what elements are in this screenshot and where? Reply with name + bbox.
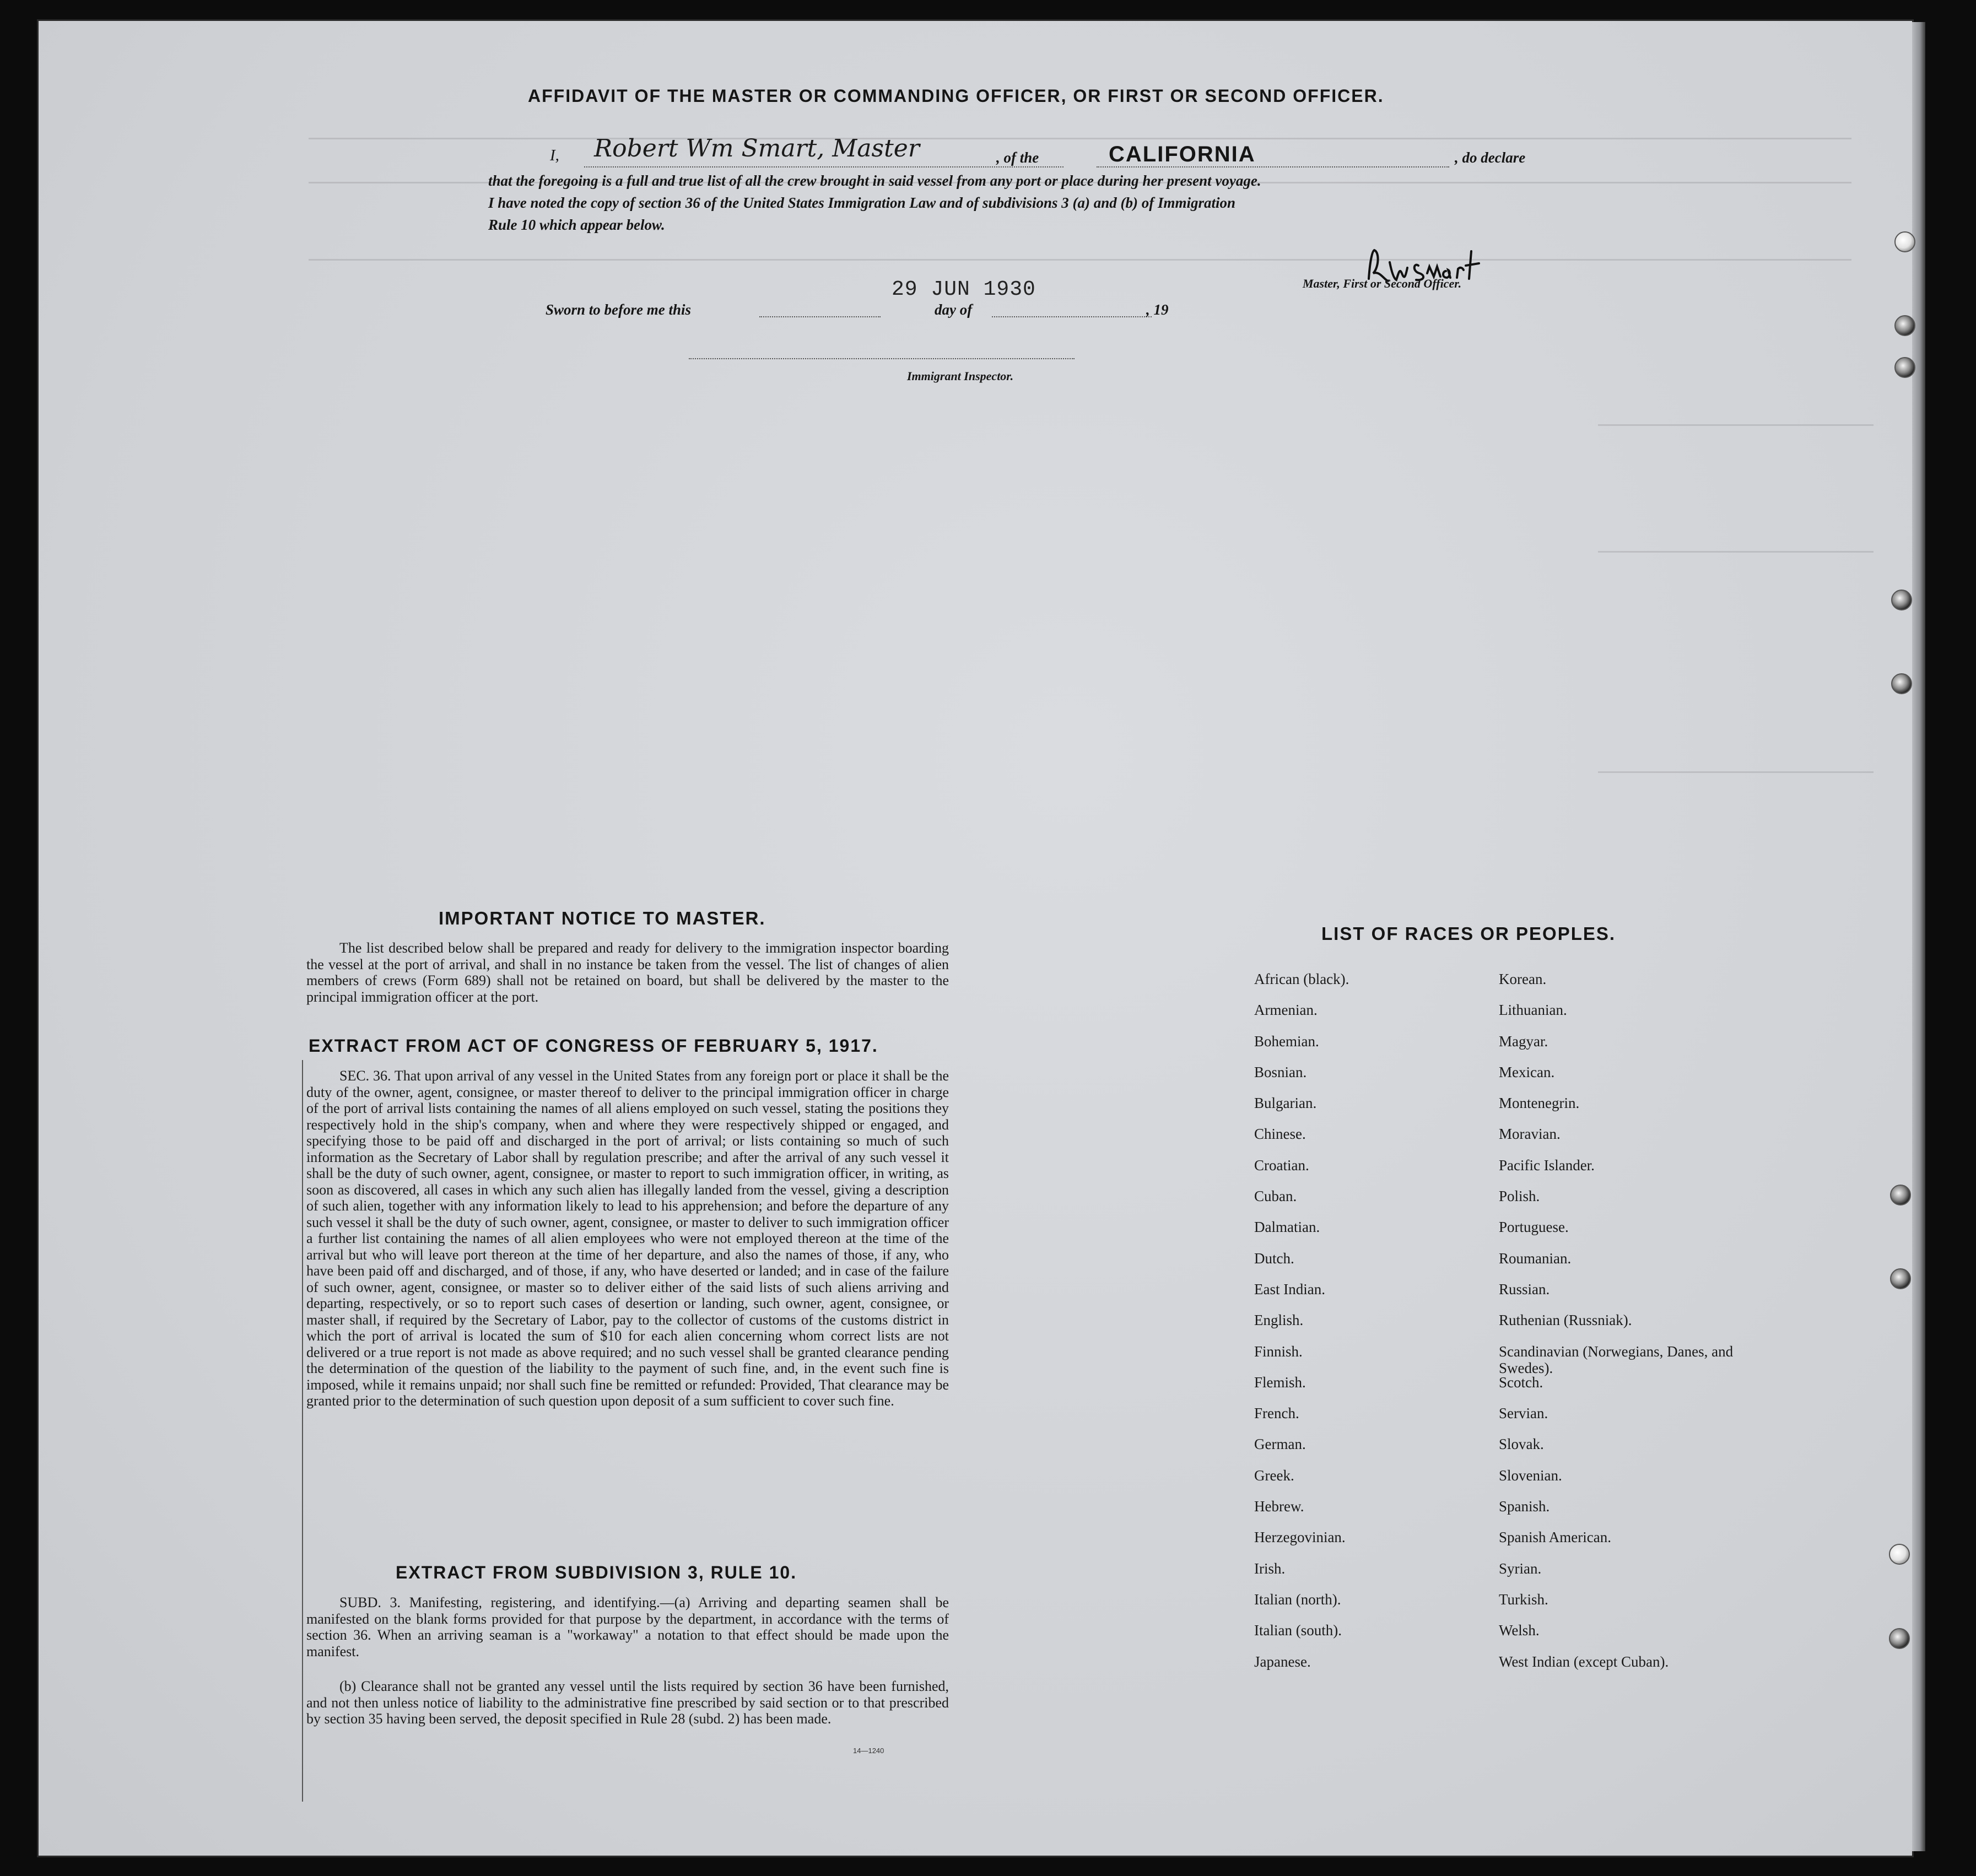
race-item: Bohemian. bbox=[1254, 1032, 1319, 1050]
race-item: Armenian. bbox=[1254, 1002, 1318, 1019]
race-item: Syrian. bbox=[1499, 1560, 1542, 1577]
name-blank-line bbox=[584, 165, 1063, 167]
race-item: Ruthenian (Russniak). bbox=[1499, 1312, 1632, 1329]
signature-caption: Master, First or Second Officer. bbox=[1303, 277, 1462, 290]
race-item: Dalmatian. bbox=[1254, 1219, 1320, 1236]
rule-extract-title: EXTRACT FROM SUBDIVISION 3, RULE 10. bbox=[396, 1563, 797, 1582]
race-item: Russian. bbox=[1499, 1280, 1550, 1297]
race-item: Scotch. bbox=[1499, 1374, 1543, 1391]
bleed-through-line bbox=[1598, 424, 1874, 426]
races-title: LIST OF RACES OR PEOPLES. bbox=[1321, 923, 1616, 944]
race-item: Greek. bbox=[1254, 1467, 1294, 1484]
race-item: Korean. bbox=[1499, 971, 1547, 987]
race-item: Mexican. bbox=[1499, 1063, 1555, 1080]
race-item: Turkish. bbox=[1499, 1591, 1548, 1608]
race-item: Spanish. bbox=[1499, 1498, 1550, 1515]
race-item: Lithuanian. bbox=[1499, 1002, 1567, 1019]
race-item: Bosnian. bbox=[1254, 1063, 1307, 1080]
binder-hole bbox=[1894, 357, 1915, 378]
race-item: Roumanian. bbox=[1499, 1250, 1572, 1267]
inspector-blank-line bbox=[689, 357, 1075, 359]
races-right-column bbox=[1499, 971, 1736, 1684]
day-blank-line bbox=[759, 315, 881, 317]
form-number: 14—1240 bbox=[853, 1747, 884, 1755]
race-item: Italian (north). bbox=[1254, 1591, 1341, 1608]
race-item: Cuban. bbox=[1254, 1188, 1297, 1205]
race-item: Croatian. bbox=[1254, 1156, 1309, 1174]
affidavit-line-4: Rule 10 which appear below. bbox=[488, 217, 665, 233]
rule-extract-text-b: (b) Clearance shall not be granted any vessel until the lists required by section 36 have been furnished, and not then unless notice of liability to the administrative fine prescribed by said section or to that prescribed by section 35 having been served, the deposit specified in Rule 28 (subd. 2) has been made. bbox=[306, 1678, 949, 1727]
race-item: Chinese. bbox=[1254, 1126, 1306, 1143]
race-item: West Indian (except Cuban). bbox=[1499, 1653, 1669, 1670]
bleed-through-line bbox=[1598, 551, 1874, 553]
act-extract-text: SEC. 36. That upon arrival of any vessel in the United States from any foreign port or place it shall be the duty of the owner, agent, consignee, or master thereof to deliver to the principal immigration officer in charge of the port of arrival lists containing the names of all aliens employed on such vessel, stating the positions they respectively hold in the ship's company, when and where they were respectively shipped or engaged, and specifying those to be paid off and discharged in the port of arrival; or lists containing so much of such information as the Secretary of Labor shall by regulation prescribe; and after the arrival of any such vessel it shall be the duty of such owner, agent, consignee, or master to report to such immigration officer, in writing, as soon as discovered, all cases in which any such alien has illegally landed from the vessel, giving a description of such alien, together with any information likely to lead to his apprehension; and before the departure of any such vessel it shall be the duty of such owner, agent, consignee, or master to deliver to such immigration officer a further list containing the names of all alien employees who were not employed thereon at the time of the arrival but who will leave port thereon at the time of her departure, and also the names of those, if any, who have been paid off and discharged, and of those, if any, who have deserted or landed; and in case of the failure of such owner, agent, consignee, or master so to deliver either of the said lists of such aliens arriving and departing, respectively, or so to report such cases of desertion or landing, such owner, agent, consignee, or master shall, if required by the Secretary of Labor, pay to the collector of customs of the customs district in which the port of arrival is located the sum of $10 for each alien concerning whom correct lists are not delivered or a true report is not made as above required; and no such vessel shall be granted clearance pending the determination of the question of the liability to the payment of such fine, and, in the event such fine is imposed, while it remains unpaid; nor shall such fine be remitted or refunded: Provided, That clearance may be granted prior to the determination of such question upon deposit of a sum sufficient to cover such fine. bbox=[306, 1068, 949, 1409]
day-of-label: day of bbox=[935, 301, 973, 318]
race-item: Finnish. bbox=[1254, 1343, 1303, 1360]
race-item: Japanese. bbox=[1254, 1653, 1311, 1670]
race-item: Slovenian. bbox=[1499, 1467, 1562, 1484]
bleed-through-line bbox=[309, 259, 1851, 261]
month-blank-line bbox=[992, 315, 1152, 317]
races-left-column bbox=[1254, 971, 1349, 1684]
vessel-name: CALIFORNIA bbox=[1109, 142, 1256, 166]
binder-hole bbox=[1889, 1544, 1910, 1565]
race-item: Polish. bbox=[1499, 1188, 1540, 1205]
affidavit-i-label: I, bbox=[550, 147, 559, 164]
race-item: African (black). bbox=[1254, 971, 1349, 987]
race-item: Slovak. bbox=[1499, 1436, 1544, 1453]
affidavit-line-3: I have noted the copy of section 36 of the United States Immigration Law and of subdivisions 3 (a) and (b) of Immigration bbox=[488, 194, 1236, 211]
race-item: Servian. bbox=[1499, 1405, 1548, 1422]
binder-hole bbox=[1890, 1268, 1911, 1289]
binder-hole bbox=[1894, 231, 1915, 252]
notice-text: The list described below shall be prepared and ready for delivery to the immigration inspector boarding the vessel at the port of arrival, and shall in no instance be taken from the vessel. The list of changes of alien members of crews (Form 689) shall not be retained on board, but shall be delivered by the master to the principal immigration officer at the port. bbox=[306, 940, 949, 1005]
race-item: Flemish. bbox=[1254, 1374, 1306, 1391]
race-item: German. bbox=[1254, 1436, 1306, 1453]
binder-hole bbox=[1889, 1628, 1910, 1649]
affidavit-line-2: that the foregoing is a full and true list of all the crew brought in said vessel from any port or place during her present voyage. bbox=[488, 172, 1261, 189]
race-item: East Indian. bbox=[1254, 1280, 1325, 1297]
race-item: Italian (south). bbox=[1254, 1622, 1342, 1639]
race-item: Spanish American. bbox=[1499, 1529, 1611, 1546]
act-extract-title: EXTRACT FROM ACT OF CONGRESS OF FEBRUARY 5, 1917. bbox=[309, 1036, 878, 1056]
binder-hole bbox=[1891, 590, 1912, 610]
do-declare-label: , do declare bbox=[1455, 149, 1526, 166]
race-item: Welsh. bbox=[1499, 1622, 1540, 1639]
vessel-blank-line bbox=[1097, 165, 1449, 167]
race-item: Hebrew. bbox=[1254, 1498, 1304, 1515]
sworn-label: Sworn to before me this bbox=[546, 301, 692, 318]
race-item: Portuguese. bbox=[1499, 1219, 1569, 1236]
notice-title: IMPORTANT NOTICE TO MASTER. bbox=[439, 908, 766, 928]
binder-hole bbox=[1891, 673, 1912, 694]
binder-hole bbox=[1890, 1185, 1911, 1205]
race-item: Herzegovinian. bbox=[1254, 1529, 1346, 1546]
race-item: Scandinavian (Norwegians, Danes, and Swedes). bbox=[1499, 1343, 1734, 1376]
paper-edge bbox=[1912, 22, 1925, 1851]
rule-extract-text-a: SUBD. 3. Manifesting, registering, and identifying.—(a) Arriving and departing seamen shall be manifested on the blank forms provided for that purpose by the department, in accordance with the terms of section 36. When an arriving seaman is a "workaway" a notation to that effect should be made upon the manifest. bbox=[306, 1594, 949, 1659]
affidavit-title: AFFIDAVIT OF THE MASTER OR COMMANDING OFFICER, OR FIRST OR SECOND OFFICER. bbox=[528, 86, 1384, 106]
of-the-label: , of the bbox=[996, 149, 1039, 166]
race-item: Pacific Islander. bbox=[1499, 1156, 1595, 1174]
date-stamp: 29 JUN 1930 bbox=[892, 278, 1036, 301]
bleed-through-line bbox=[309, 138, 1851, 139]
binder-hole bbox=[1894, 315, 1915, 336]
race-item: Moravian. bbox=[1499, 1126, 1561, 1143]
bleed-through-line bbox=[1598, 771, 1874, 773]
inspector-caption: Immigrant Inspector. bbox=[907, 369, 1014, 383]
race-item: Magyar. bbox=[1499, 1032, 1548, 1050]
master-name-handwritten: Robert Wm Smart, Master bbox=[594, 134, 920, 163]
race-item: Dutch. bbox=[1254, 1250, 1294, 1267]
race-item: Bulgarian. bbox=[1254, 1095, 1317, 1112]
year-label: , 19 bbox=[1146, 301, 1169, 318]
race-item: French. bbox=[1254, 1405, 1299, 1422]
race-item: Montenegrin. bbox=[1499, 1095, 1580, 1112]
race-item: Irish. bbox=[1254, 1560, 1286, 1577]
race-item: English. bbox=[1254, 1312, 1304, 1329]
